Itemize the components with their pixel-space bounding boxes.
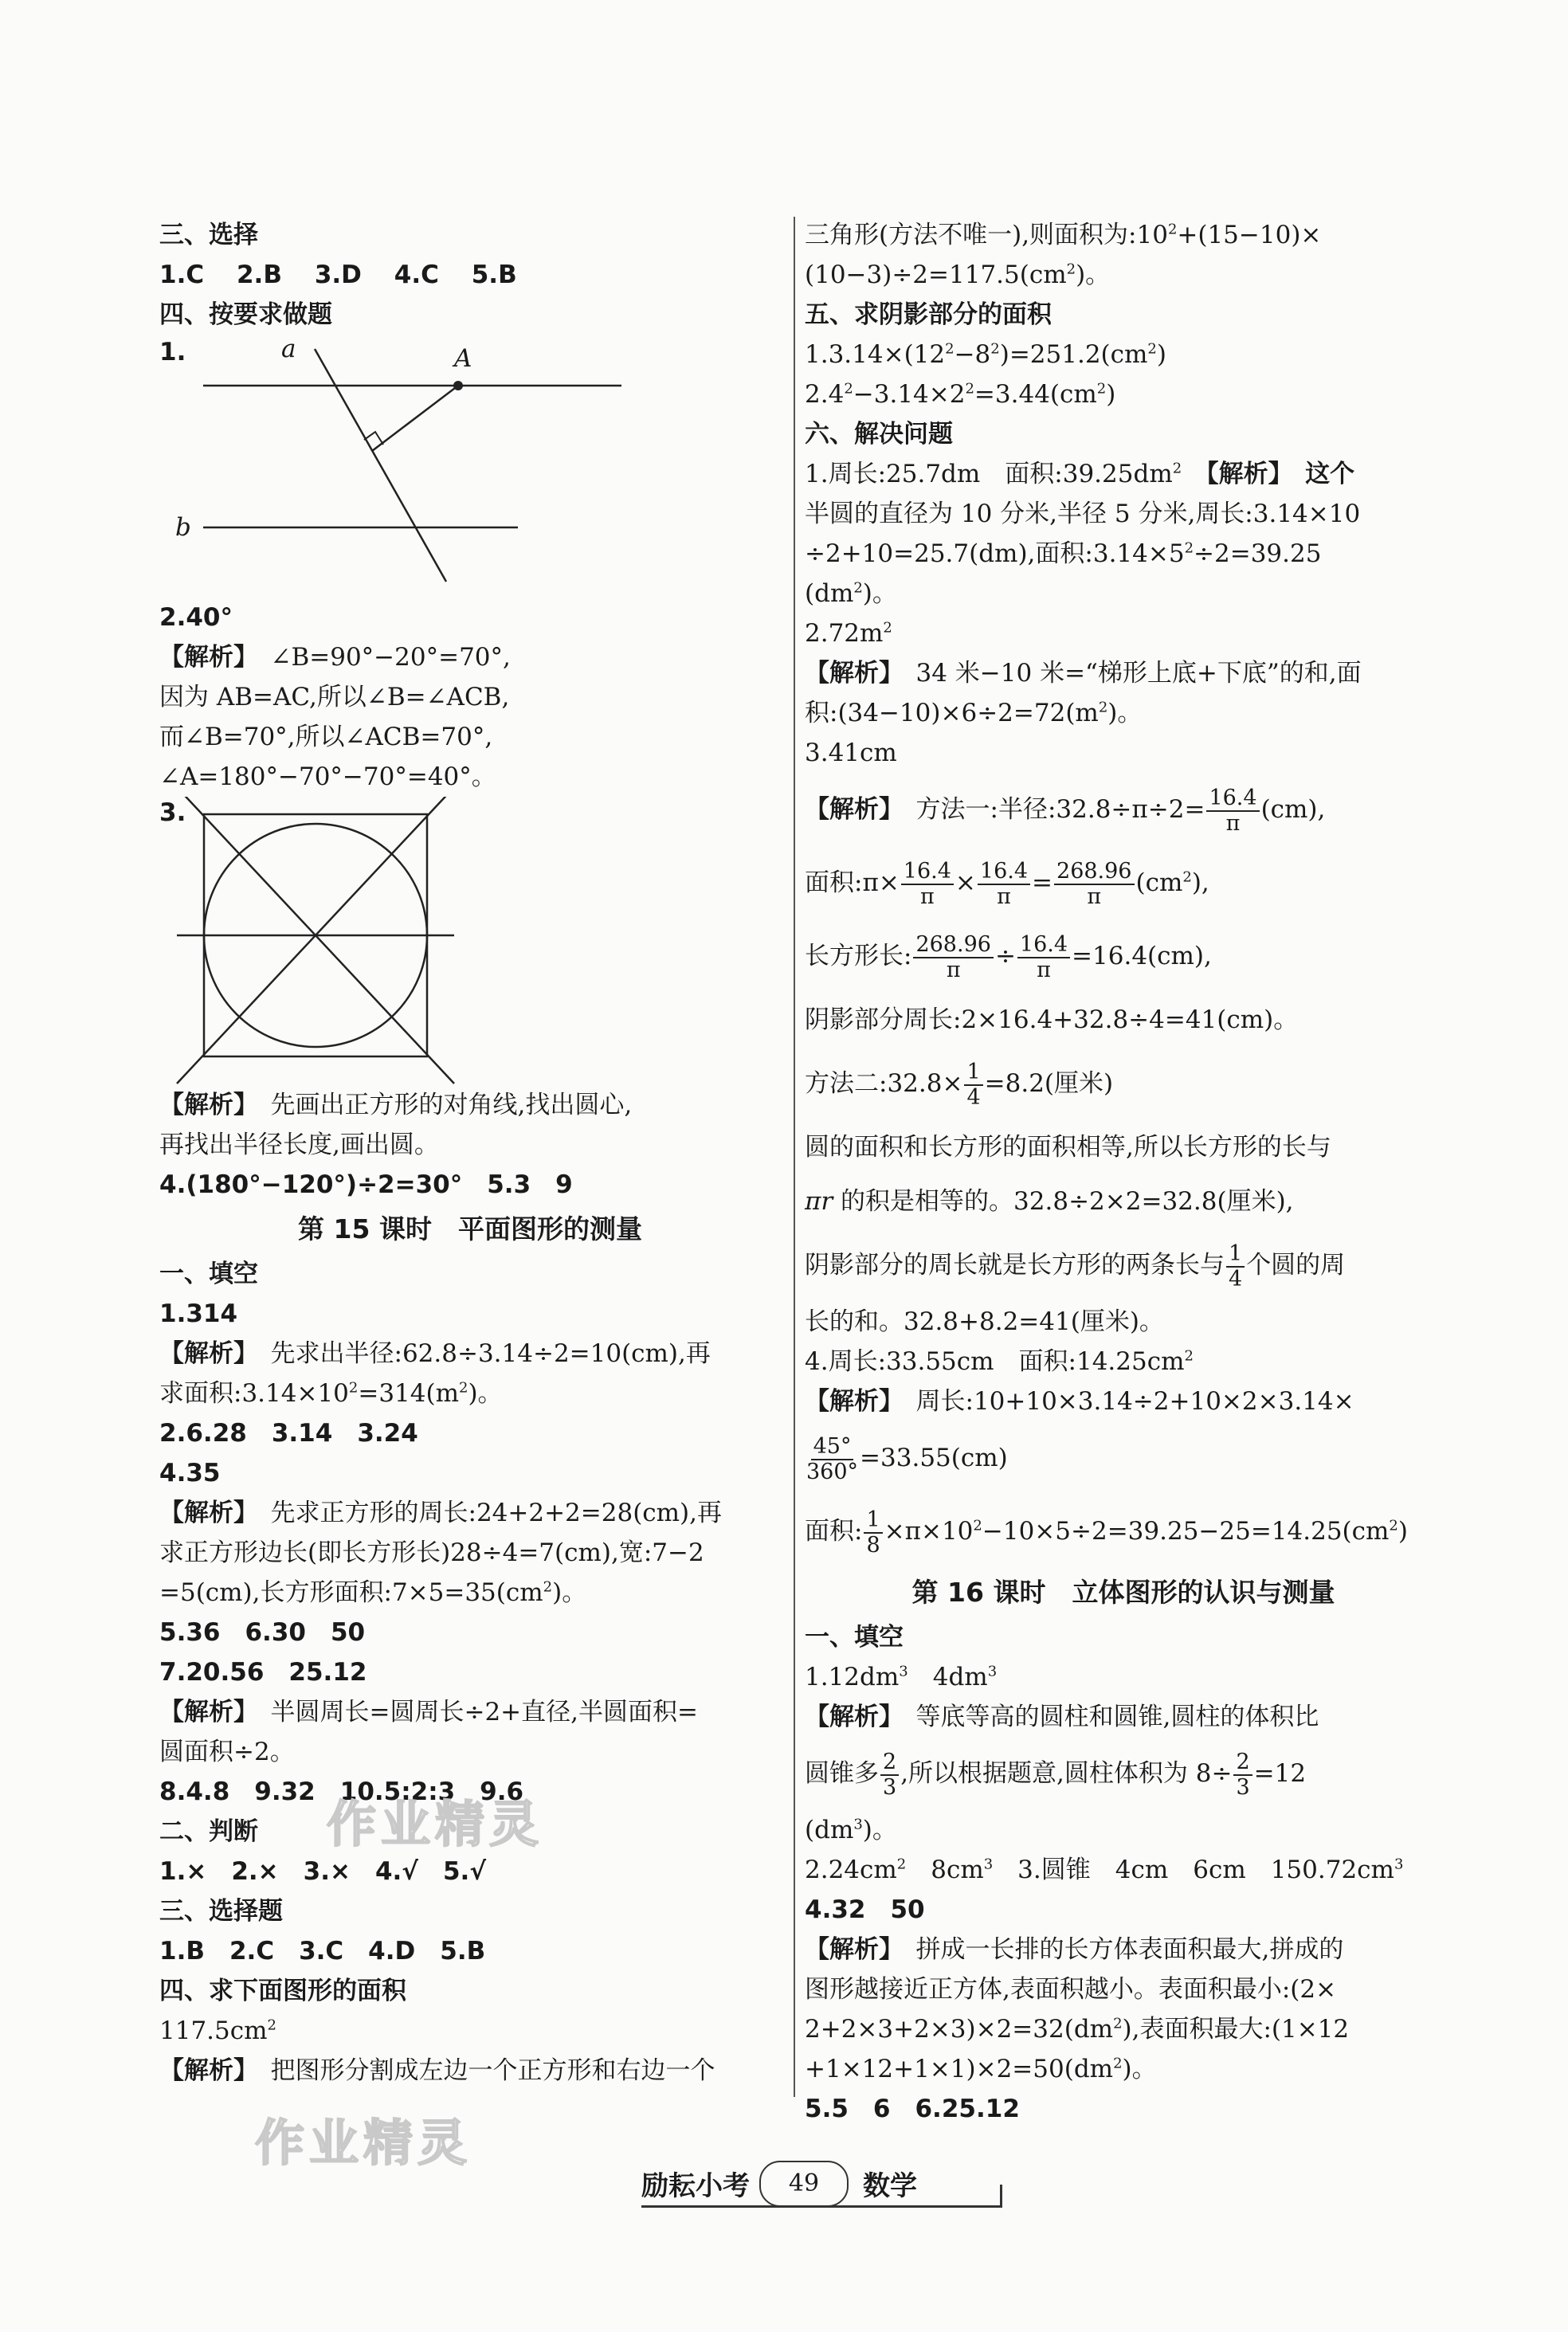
explanation-line: 【解析】 34 米−10 米=“梯形上底+下底”的和,面 (805, 659, 1362, 688)
section-heading: 一、填空 (805, 1623, 904, 1652)
explanation-line: $+1\times 12+1\times 1)\times 2=50(dm^2)$。 (805, 2055, 1157, 2083)
answer-line: $2.4^2-3.14\times 2^2=3.44(cm^2)$ (805, 380, 1116, 409)
figure-perpendicular-lines: 1. a A b (159, 335, 781, 598)
explanation-line: 【解析】 等底等高的圆柱和圆锥,圆柱的体积比 (805, 1703, 1319, 1731)
subject-label: 数学 (863, 2170, 917, 2202)
fraction: $\frac{268.96}{\pi}$ (913, 933, 993, 982)
answer-line: $1.12dm^3$ $4dm^3$ (805, 1663, 998, 1691)
explanation-line: 求正方形边长(即长方形长)28÷4=7(cm),宽:7−2 (159, 1538, 704, 1567)
watermark-text: 作业精灵 (327, 1795, 544, 1853)
explanation-line: =5(cm),长方形面积$:7\times 5=35(cm^2)$。 (159, 1578, 587, 1607)
explanation-line: ∠A=180°−70°−70°=40°。 (159, 762, 496, 791)
explanation-line: 【解析】 拼成一长排的长方体表面积最大,拼成的 (805, 1935, 1344, 1964)
answer-line: $1.3.14\times(12^2-8^2)=251.2(cm^2)$ (805, 340, 1166, 369)
answer-line: 2.40° (159, 603, 233, 632)
book-brand: 励耘小考 (641, 2170, 750, 2202)
explanation-line: 【解析】 先求出半径:62.8÷3.14÷2=10(cm),再 (159, 1339, 711, 1368)
footer-rule (641, 2205, 1000, 2208)
explanation-line: 因为 AB=AC,所以∠B=∠ACB, (159, 683, 510, 711)
section-heading: 三、选择题 (159, 1897, 283, 1926)
answer-line: $117.5cm^2$ (159, 2016, 276, 2045)
answer-line: 7.20.56 25.12 (159, 1658, 367, 1687)
explanation-line: 三角形(方法不唯一),则面积为$:10^2+(15-10)\times$ (805, 221, 1322, 249)
fraction: $\frac{1}{4}$ (964, 1060, 982, 1110)
explanation-line: 圆面积÷2。 (159, 1738, 295, 1766)
fraction: $\frac{16.4}{\pi}$ (978, 860, 1030, 909)
math-line: 阴影部分周长:2×16.4+32.8÷4=41(cm)。 (805, 1005, 1299, 1034)
math-line: 面积:π× $\frac{16.4}{\pi}$ × $\frac{16.4}{\pi}$ = $\frac{268.96}{\pi}$ $(cm^2)$, (805, 858, 1209, 909)
fraction: $\frac{1}{8}$ (864, 1508, 882, 1558)
page-footer (641, 2161, 1008, 2209)
fraction: $\frac{16.4}{\pi}$ (1017, 933, 1070, 982)
explanation-line: 半圆的直径为 10 分米,半径 5 分米,周长:3.14×10 (805, 500, 1361, 528)
math-line: 【解析】 方法一:半径:32.8÷π÷2= $\frac{16.4}{\pi}$ (cm), (805, 785, 1326, 836)
square-inscribed-circle-diagram (159, 797, 494, 1085)
page-number: 49 (759, 2161, 849, 2207)
answer-line: 1.B 2.C 3.C 4.D 5.B (159, 1937, 486, 1966)
answer-line: 5.5 6 6.25.12 (805, 2095, 1020, 2123)
math-line: 方法二:32.8× $\frac{1}{4}$ =8.2(厘米) (805, 1059, 1114, 1110)
fraction: $\frac{1}{4}$ (1226, 1242, 1245, 1291)
explanation-line: ÷2+10=25.7(dm),面积$:3.14\times 5^2\div 2=39.25$ (805, 539, 1322, 568)
explanation-line: $(10-3)\div 2=117.5(cm^2)$。 (805, 261, 1111, 289)
explanation-line: 求面积$:3.14\times 10^2=314(m^2)$。 (159, 1379, 503, 1408)
lesson-title: 第 16 课时 立体图形的认识与测量 (911, 1577, 1335, 1608)
explanation-line: 积$:(34-10)\times 6\div 2=72(m^2)$。 (805, 699, 1143, 727)
section-heading: 六、解决问题 (805, 420, 953, 449)
footer-tick (1000, 2185, 1002, 2208)
section-heading: 一、填空 (159, 1260, 258, 1288)
answer-line: 2.6.28 3.14 3.24 (159, 1419, 418, 1448)
answer-line: 4.32 50 (805, 1895, 925, 1924)
answer-line: 1.314 (159, 1299, 238, 1328)
answer-line: 4.周长:33.55cm 面积$:14.25cm^2$ (805, 1347, 1194, 1376)
section-heading: 四、求下面图形的面积 (159, 1977, 406, 2005)
answer-line: 5.36 6.30 50 (159, 1618, 366, 1647)
explanation-line: 长的和。32.8+8.2=41(厘米)。 (805, 1307, 1164, 1336)
fraction: $\frac{16.4}{\pi}$ (1206, 786, 1259, 836)
answer-line: 1.周长:25.7dm 面积$:39.25dm^2$ 【解析】 这个 (805, 460, 1355, 488)
explanation-line: 【解析】 先画出正方形的对角线,找出圆心, (159, 1091, 633, 1119)
lesson-title: 第 15 课时 平面图形的测量 (298, 1213, 642, 1244)
fraction: $\frac{16.4}{\pi}$ (901, 860, 954, 909)
section-heading: 四、按要求做题 (159, 300, 332, 329)
explanation-line: 【解析】 把图形分割成左边一个正方形和右边一个 (159, 2056, 715, 2085)
explanation-line: 而∠B=70°,所以∠ACB=70°, (159, 723, 493, 751)
explanation-line: 圆的面积和长方形的面积相等,所以长方形的长与 (805, 1133, 1331, 1162)
answer-line: 4.(180°−120°)÷2=30° 5.3 9 (159, 1170, 573, 1199)
math-line: 长方形长: $\frac{268.96}{\pi}$ ÷ $\frac{16.4}{\pi}$ =16.4(cm), (805, 931, 1212, 982)
answer-line: 4.35 (159, 1459, 221, 1487)
section-heading: 五、求阴影部分的面积 (805, 300, 1052, 329)
fraction: $\frac{2}{3}$ (1233, 1750, 1252, 1800)
explanation-line: $2+2\times 3+2\times 3)\times 2=32(dm^2)$,表面积最大:(1×12 (805, 2015, 1350, 2044)
math-line: $\frac{45^\circ}{360^\circ}$ =33.55(cm) (806, 1433, 1008, 1484)
math-line: 面积: $\frac{1}{8}$ $\times\pi\times 10^2-10\times 5\div 2=39.25-25=14.25(cm^2)$ (805, 1507, 1408, 1558)
math-line: 圆锥多 $\frac{2}{3}$ ,所以根据题意,圆柱体积为 8÷ $\frac{2}{3}$ =12 (805, 1749, 1307, 1800)
explanation-line: $(dm^3)$。 (805, 1816, 897, 1844)
parallel-lines-diagram (159, 335, 653, 598)
math-line: 阴影部分的周长就是长方形的两条长与 $\frac{1}{4}$ 个圆的周 (805, 1240, 1346, 1291)
fraction: $\frac{45^\circ}{360^\circ}$ (806, 1433, 859, 1484)
explanation-line: πr 的积是相等的。32.8÷2×2=32.8(厘米), (805, 1187, 1294, 1216)
answer-line: 3.41cm (805, 739, 897, 767)
answer-line: $2.72m^2$ (805, 619, 892, 648)
explanation-line: $(dm^2)$。 (805, 579, 897, 608)
explanation-line: 【解析】 先求正方形的周长:24+2+2=28(cm),再 (159, 1499, 723, 1527)
explanation-line: 【解析】 ∠B=90°−20°=70°, (159, 643, 511, 672)
figure-square-circle: 3. (159, 797, 781, 1085)
explanation-line: 图形越接近正方体,表面积越小。表面积最小:(2× (805, 1975, 1337, 2004)
column-divider (794, 217, 795, 2097)
section-heading: 二、判断 (159, 1817, 258, 1846)
fraction: $\frac{268.96}{\pi}$ (1054, 860, 1134, 909)
explanation-line: 【解析】 半圆周长=圆周长÷2+直径,半圆面积= (159, 1698, 698, 1726)
fraction: $\frac{2}{3}$ (880, 1750, 899, 1800)
section-heading: 三、选择 (159, 221, 258, 249)
explanation-line: 【解析】 周长:10+10×3.14÷2+10×2×3.14× (805, 1387, 1354, 1416)
answer-line: 8.4.8 9.32 10.5:2:3 9.6 (159, 1777, 524, 1806)
explanation-line: 再找出半径长度,画出圆。 (159, 1131, 439, 1159)
answer-line: 1.× 2.× 3.× 4.√ 5.√ (159, 1857, 487, 1886)
right-column (805, 215, 1442, 2129)
watermark-text: 作业精灵 (255, 2114, 472, 2172)
answer-line: 1.C 2.B 3.D 4.C 5.B (159, 261, 517, 289)
answer-line: $2.24cm^2$ $8cm^3$ 3.圆锥 4cm 6cm $150.72cm^3$ (805, 1856, 1404, 1884)
